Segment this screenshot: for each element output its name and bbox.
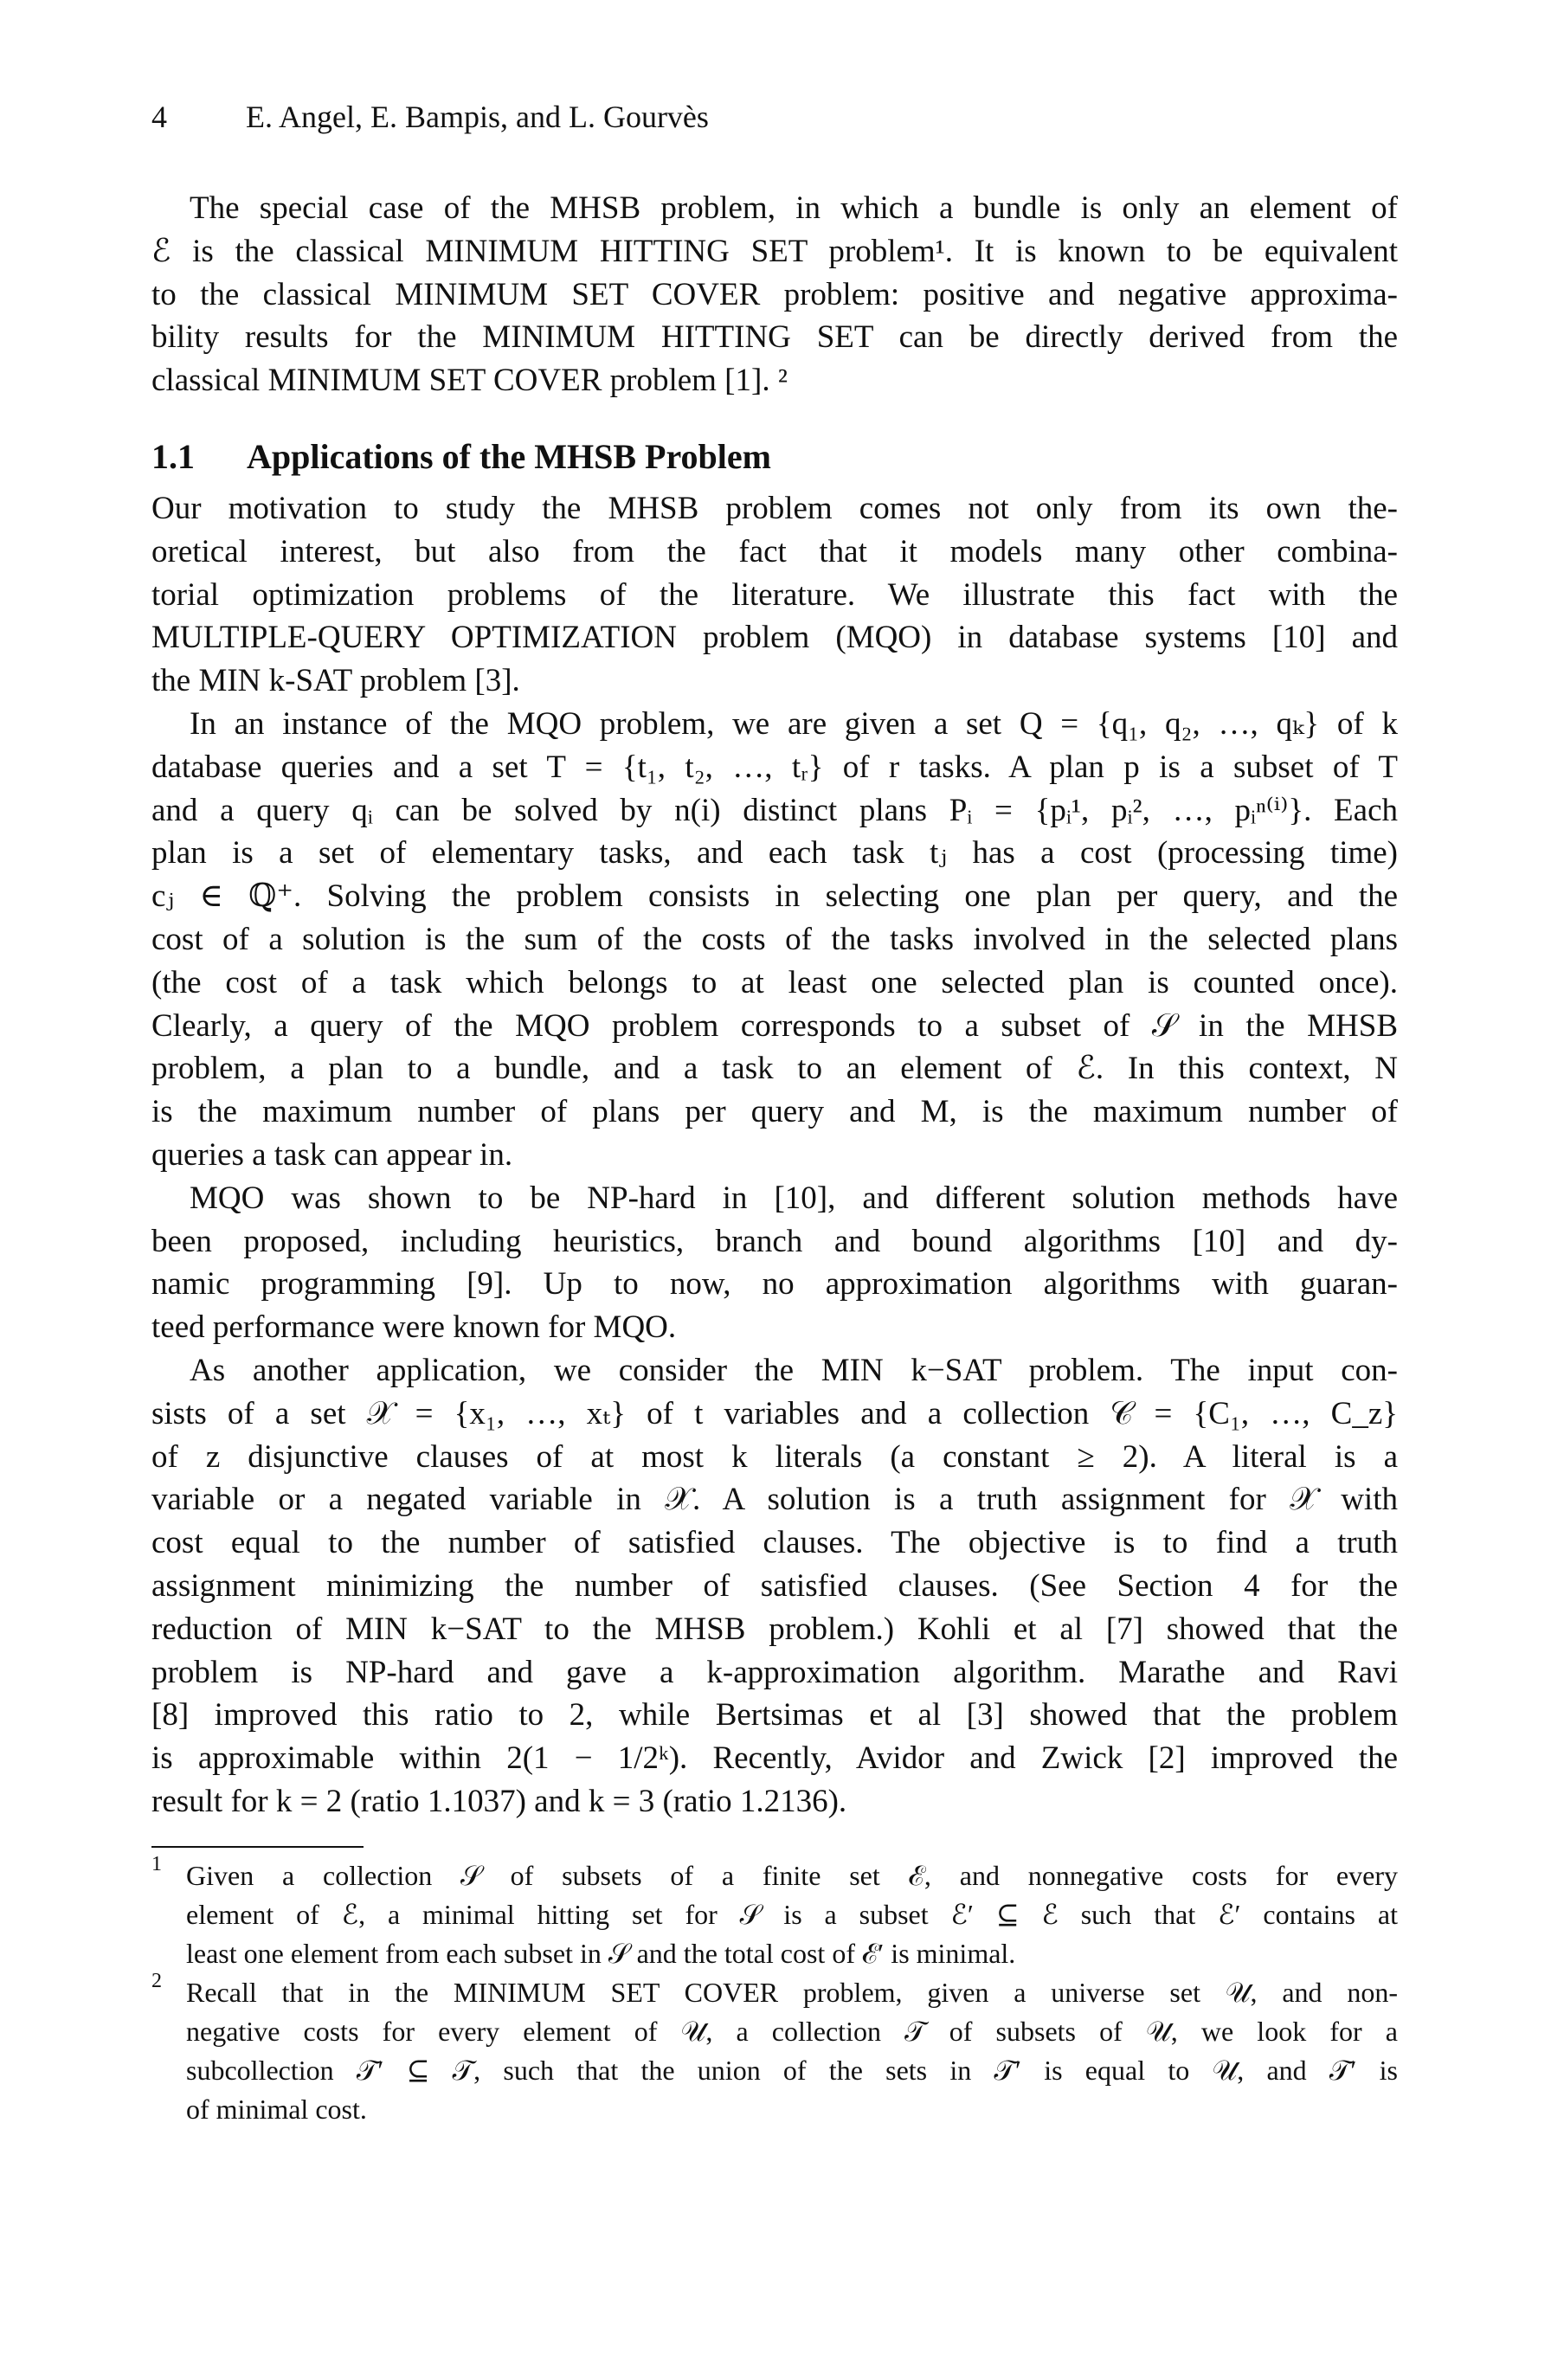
text-line: In an instance of the MQO problem, we are given a set Q = {q₁, q₂, …, qₖ} of k bbox=[190, 705, 1398, 742]
text-line: database queries and a set T = {t₁, t₂, …, tᵣ} of r tasks. A plan p is a subset of T bbox=[151, 749, 1398, 785]
authors: E. Angel, E. Bampis, and L. Gourvès bbox=[246, 100, 709, 134]
text-line: bility results for the MINIMUM HITTING SET can be directly derived from the bbox=[151, 319, 1398, 356]
section-title: Applications of the MHSB Problem bbox=[247, 436, 771, 476]
text-line: Recall that in the MINIMUM SET COVER problem, given a universe set 𝒰, and non- bbox=[186, 1976, 1398, 2008]
text-line: teed performance were known for MQO. bbox=[151, 1309, 677, 1346]
section-number: 1.1 bbox=[151, 436, 195, 476]
text-line: the MIN k-SAT problem [3]. bbox=[151, 663, 520, 699]
text-line: Clearly, a query of the MQO problem corresponds to a subset of 𝒮 in the MHSB bbox=[151, 1007, 1398, 1044]
text-line: classical MINIMUM SET COVER problem [1]. ² bbox=[151, 363, 788, 399]
text-line: variable or a negated variable in 𝒳. A solution is a truth assignment for 𝒳 with bbox=[151, 1482, 1398, 1518]
section-paragraphs bbox=[151, 487, 1398, 1824]
text-line: is approximable within 2(1 − 1/2ᵏ). Recently, Avidor and Zwick [2] improved the bbox=[151, 1740, 1398, 1777]
text-line: least one element from each subset in 𝒮 and the total cost of ℰ′ is minimal. bbox=[186, 1937, 1016, 1969]
text-line: namic programming [9]. Up to now, no approximation algorithms with guaran- bbox=[151, 1266, 1398, 1303]
text-line: to the classical MINIMUM SET COVER problem: positive and negative approxima- bbox=[151, 276, 1398, 312]
text-line: [8] improved this ratio to 2, while Bertsimas et al [3] showed that the problem bbox=[151, 1697, 1398, 1734]
section-heading bbox=[151, 435, 1398, 479]
text-line: problem is NP-hard and gave a k-approximation algorithm. Marathe and Ravi bbox=[151, 1654, 1398, 1690]
text-line: problem, a plan to a bundle, and a task to an element of ℰ. In this context, N bbox=[151, 1051, 1398, 1087]
text-line: assignment minimizing the number of satisfied clauses. (See Section 4 for the bbox=[151, 1567, 1398, 1604]
paragraph bbox=[151, 1177, 1398, 1349]
footnote bbox=[151, 1852, 1398, 1973]
text-line: reduction of MIN k−SAT to the MHSB problem.) Kohli et al [7] showed that the bbox=[151, 1611, 1398, 1647]
footnote bbox=[151, 1969, 1398, 2129]
footnote-mark: 2 bbox=[151, 1969, 162, 1992]
text-line: oretical interest, but also from the fact that it models many other combina- bbox=[151, 533, 1398, 569]
text-line: Our motivation to study the MHSB problem comes not only from its own the- bbox=[151, 490, 1398, 526]
text-line: The special case of the MHSB problem, in which a bundle is only an element of bbox=[190, 190, 1398, 226]
page-body bbox=[151, 187, 1398, 2129]
text-line: cost equal to the number of satisfied clauses. The objective is to find a truth bbox=[151, 1525, 1398, 1561]
text-line: MULTIPLE-QUERY OPTIMIZATION problem (MQO) in database systems [10] and bbox=[151, 620, 1398, 656]
text-line: is the maximum number of plans per query and M, is the maximum number of bbox=[151, 1094, 1398, 1130]
intro-paragraph bbox=[151, 187, 1398, 402]
text-line: subcollection 𝒯′ ⊆ 𝒯, such that the union of the sets in 𝒯′ is equal to 𝒰, and 𝒯′ is bbox=[186, 2054, 1398, 2086]
text-line: negative costs for every element of 𝒰, a collection 𝒯 of subsets of 𝒰, we look for a bbox=[186, 2015, 1398, 2047]
footnote-rule bbox=[151, 1846, 364, 1848]
text-line: and a query qᵢ can be solved by n(i) distinct plans Pᵢ = {pᵢ¹, pᵢ², …, pᵢⁿ⁽ⁱ⁾}. Each bbox=[151, 792, 1398, 828]
text-line: cⱼ ∈ ℚ⁺. Solving the problem consists in selecting one plan per query, and the bbox=[151, 878, 1398, 915]
running-header bbox=[151, 97, 709, 137]
text-line: torial optimization problems of the literature. We illustrate this fact with the bbox=[151, 576, 1398, 613]
text-line: Given a collection 𝒮 of subsets of a finite set ℰ, and nonnegative costs for every bbox=[186, 1859, 1398, 1891]
text-line: plan is a set of elementary tasks, and each task tⱼ has a cost (processing time) bbox=[151, 835, 1398, 872]
text-line: cost of a solution is the sum of the costs of the tasks involved in the selected plans bbox=[151, 921, 1398, 957]
text-line: result for k = 2 (ratio 1.1037) and k = 3 (ratio 1.2136). bbox=[151, 1783, 847, 1819]
text-line: queries a task can appear in. bbox=[151, 1136, 513, 1173]
text-line: element of ℰ, a minimal hitting set for 𝒮 is a subset ℰ′ ⊆ ℰ such that ℰ′ contains at bbox=[186, 1898, 1398, 1930]
text-line: (the cost of a task which belongs to at least one selected plan is counted once). bbox=[151, 964, 1398, 1000]
footnotes bbox=[151, 1852, 1398, 2129]
paragraph bbox=[151, 487, 1398, 703]
text-line: been proposed, including heuristics, branch and bound algorithms [10] and dy- bbox=[151, 1223, 1398, 1259]
paragraph bbox=[151, 703, 1398, 1177]
paragraph bbox=[151, 1349, 1398, 1824]
text-line: ℰ is the classical MINIMUM HITTING SET problem¹. It is known to be equivalent bbox=[151, 233, 1398, 269]
text-line: of z disjunctive clauses of at most k literals (a constant ≥ 2). A literal is a bbox=[151, 1438, 1398, 1475]
footnote-mark: 1 bbox=[151, 1852, 162, 1875]
text-line: of minimal cost. bbox=[186, 2093, 367, 2125]
page-number: 4 bbox=[151, 100, 167, 134]
text-line: As another application, we consider the MIN k−SAT problem. The input con- bbox=[190, 1352, 1398, 1388]
text-line: sists of a set 𝒳 = {x₁, …, xₜ} of t variables and a collection 𝒞 = {C₁, …, C_z} bbox=[151, 1395, 1398, 1431]
text-line: MQO was shown to be NP-hard in [10], and different solution methods have bbox=[190, 1180, 1398, 1216]
